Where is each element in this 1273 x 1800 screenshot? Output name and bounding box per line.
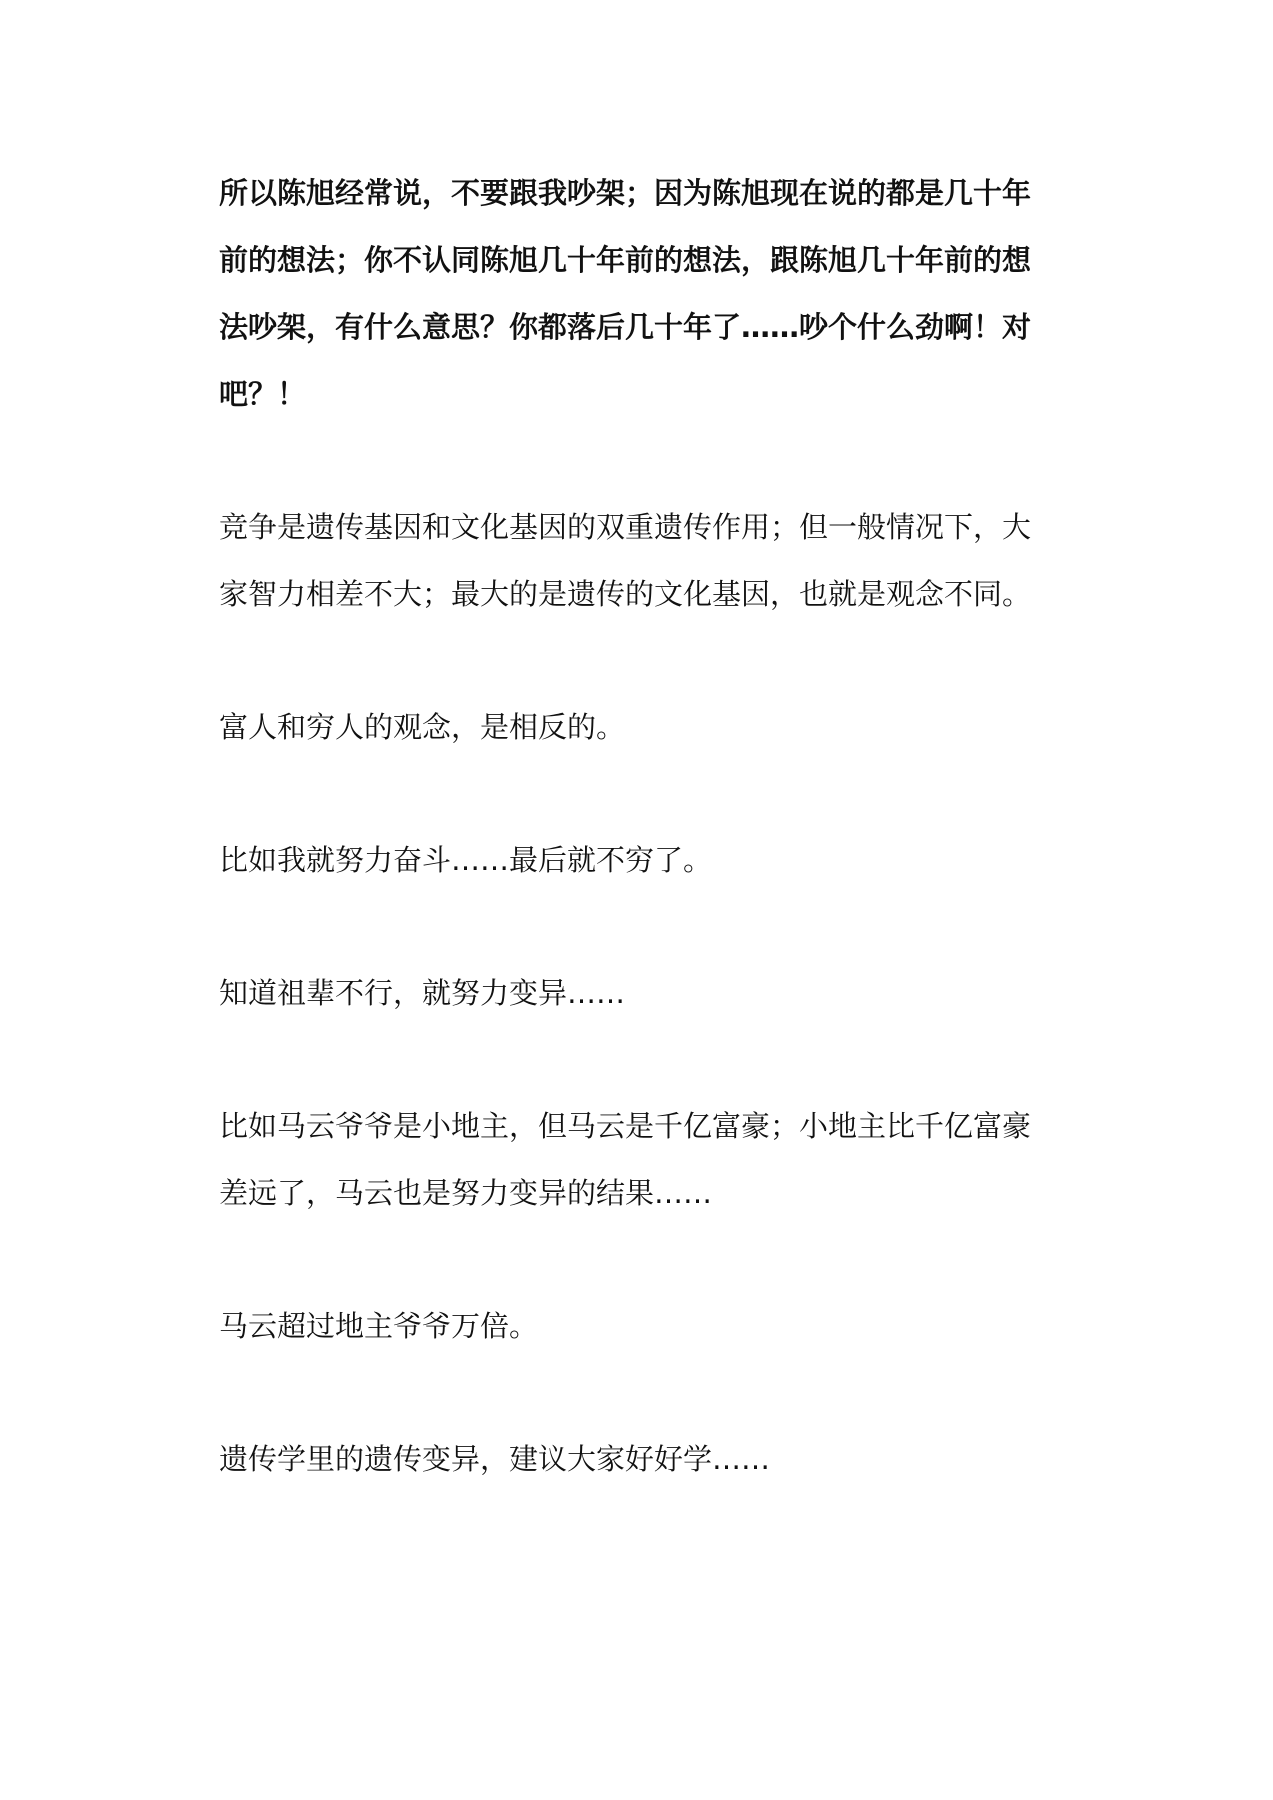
paragraph-3: 富人和穷人的观念，是相反的。 [219,710,626,744]
paragraph-5: 知道祖辈不行，就努力变异…… [219,976,626,1010]
paragraph-gap [219,428,1054,494]
paragraph-4: 比如我就努力奋斗……最后就不穷了。 [219,843,713,877]
paragraph-gap [219,1360,1054,1426]
paragraph-7: 马云超过地主爷爷万倍。 [219,1309,539,1343]
paragraph-gap [219,894,1054,960]
paragraph-6: 比如马云爷爷是小地主，但马云是千亿富豪；小地主比千亿富豪差远了，马云也是努力变异的结果…… [219,1109,1032,1210]
paragraph-gap [219,1027,1054,1093]
paragraph-1: 所以陈旭经常说，不要跟我吵架；因为陈旭现在说的都是几十年前的想法；你不认同陈旭几十年前的想法，跟陈旭几十年前的想法吵架，有什么意思？你都落后几十年了……吵个什么劲啊！对吧？！ [219,176,1032,411]
paragraph-gap [219,628,1054,694]
paragraph-8: 遗传学里的遗传变异，建议大家好好学…… [219,1442,771,1476]
document-body [219,160,1054,1493]
paragraph-2: 竞争是遗传基因和文化基因的双重遗传作用；但一般情况下，大家智力相差不大；最大的是遗传的文化基因，也就是观念不同。 [219,510,1032,611]
paragraph-gap [219,1227,1054,1293]
paragraph-gap [219,761,1054,827]
